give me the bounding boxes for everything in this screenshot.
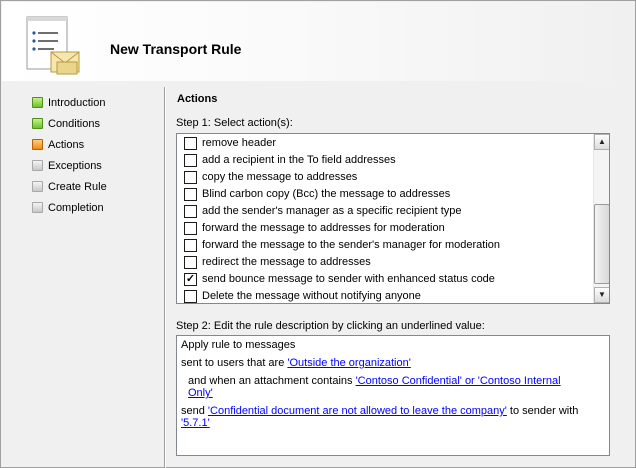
action-label: redirect the message to addresses — [202, 256, 371, 268]
desc-text: send — [181, 405, 208, 417]
step1-label: Step 1: Select action(s): — [176, 117, 293, 129]
actions-listbox[interactable] — [176, 133, 610, 304]
step-done-icon — [32, 97, 43, 108]
action-row[interactable] — [177, 169, 594, 186]
action-checkbox[interactable] — [184, 188, 197, 201]
action-label: add the sender's manager as a specific recipient type — [202, 205, 462, 217]
step-current-icon — [32, 139, 43, 150]
attachment-words-link[interactable]: 'Contoso Confidential' or 'Contoso Internal — [355, 375, 561, 387]
action-checkbox[interactable] — [184, 222, 197, 235]
nav-item-actions[interactable] — [31, 138, 151, 159]
action-label: forward the message to the sender's manager for moderation — [202, 239, 501, 251]
wizard-steps-nav — [31, 96, 151, 222]
action-label: add a recipient in the To field addresses — [202, 154, 396, 166]
action-row[interactable] — [177, 152, 594, 169]
action-row[interactable] — [177, 186, 594, 203]
rule-description-box — [176, 335, 610, 456]
attachment-words-link-cont[interactable]: Only' — [188, 387, 213, 399]
action-label: copy the message to addresses — [202, 171, 358, 183]
nav-item-label: Exceptions — [48, 160, 102, 172]
nav-item-label: Completion — [48, 202, 104, 214]
action-row[interactable] — [177, 254, 594, 271]
desc-sent-to-line — [181, 357, 411, 369]
nav-item-label: Actions — [48, 139, 85, 151]
action-label: remove header — [202, 137, 276, 149]
action-checkbox[interactable] — [184, 205, 197, 218]
desc-text: and when an attachment contains — [188, 375, 356, 387]
scrollbar-thumb[interactable] — [594, 204, 610, 284]
action-row[interactable] — [177, 135, 594, 152]
action-row[interactable] — [177, 220, 594, 237]
nav-item-conditions[interactable] — [31, 117, 151, 138]
bounce-message-link[interactable]: 'Confidential document are not allowed to leave the company' — [207, 405, 507, 417]
step2-label: Step 2: Edit the rule description by clicking an underlined value: — [176, 320, 485, 332]
action-label: forward the message to addresses for moderation — [202, 222, 445, 234]
nav-item-introduction[interactable] — [31, 96, 151, 117]
step-pending-icon — [32, 202, 43, 213]
action-checkbox[interactable]: ✓ — [185, 273, 196, 285]
desc-text: to sender with — [506, 405, 579, 417]
step-pending-icon — [32, 181, 43, 192]
action-checkbox[interactable] — [184, 256, 197, 269]
sent-to-scope-link[interactable]: 'Outside the organization' — [287, 357, 411, 369]
step-done-icon — [32, 118, 43, 129]
nav-item-completion[interactable] — [31, 201, 151, 222]
action-row[interactable] — [177, 271, 594, 288]
desc-send-line — [181, 405, 578, 417]
action-checkbox[interactable] — [184, 154, 197, 167]
wizard-title: New Transport Rule — [110, 41, 242, 57]
scroll-down-arrow-icon[interactable]: ▼ — [594, 287, 610, 303]
nav-item-label: Conditions — [48, 118, 100, 130]
action-row[interactable] — [177, 288, 594, 304]
nav-item-create-rule[interactable] — [31, 180, 151, 201]
desc-status-line — [181, 417, 210, 429]
desc-attachment-line — [188, 375, 561, 387]
step-pending-icon — [32, 160, 43, 171]
action-label: Delete the message without notifying anyone — [202, 290, 421, 302]
transport-rule-document-icon — [24, 16, 94, 78]
actions-scrollbar[interactable] — [593, 134, 609, 303]
action-label: send bounce message to sender with enhanced status code — [202, 273, 495, 285]
desc-attachment-line-2 — [188, 387, 213, 399]
section-title: Actions — [177, 93, 218, 105]
desc-text: sent to users that are — [181, 357, 288, 369]
action-checkbox[interactable] — [184, 290, 197, 303]
action-label: Blind carbon copy (Bcc) the message to addresses — [202, 188, 451, 200]
status-code-link[interactable]: '5.7.1' — [181, 417, 210, 429]
nav-item-label: Introduction — [48, 97, 106, 109]
action-checkbox[interactable] — [184, 239, 197, 252]
nav-item-exceptions[interactable] — [31, 159, 151, 180]
nav-item-label: Create Rule — [48, 181, 107, 193]
action-checkbox[interactable] — [184, 137, 197, 150]
desc-apply-line: Apply rule to messages — [181, 339, 296, 351]
wizard-header — [2, 2, 635, 81]
scroll-up-arrow-icon[interactable]: ▲ — [594, 134, 610, 150]
action-row[interactable] — [177, 203, 594, 220]
action-checkbox[interactable] — [184, 171, 197, 184]
actions-list — [177, 135, 594, 304]
action-row[interactable] — [177, 237, 594, 254]
nav-divider — [164, 87, 166, 468]
